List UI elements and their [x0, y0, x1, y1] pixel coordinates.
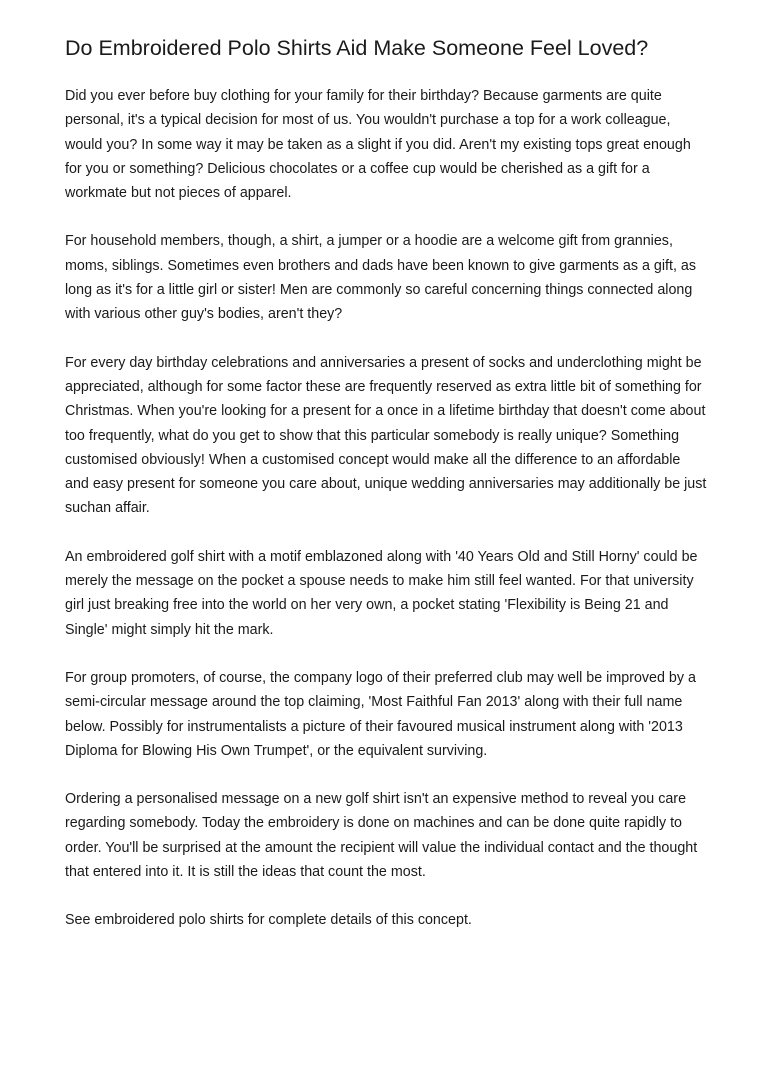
paragraph-7: See embroidered polo shirts for complete details of this concept.: [65, 912, 472, 929]
paragraph-5: For group promoters, of course, the company logo of their preferred club may well be improved by a semi-circular message around the top claiming, 'Most Faithful Fan 2013' along with their full name below. Possibly for instrumentalists a picture of their favoured musical instrument along with '2013 Diploma for Blowing His Own Trumpet', or the equivalent surviving.: [65, 669, 696, 759]
paragraph-6: Ordering a personalised message on a new golf shirt isn't an expensive method to reveal you care regarding somebody. Today the embroidery is done on machines and can be done quite rapidly to order. You'll be surprised at the amount the recipient will value the individual contact and the thought that entered into it. It is still the ideas that count the most.: [65, 791, 698, 881]
paragraph-2: For household members, though, a shirt, a jumper or a hoodie are a welcome gift from grannies, moms, siblings. Sometimes even brothers and dads have been known to give garments as a gift, as long as it's for a little girl or sister! Men are commonly so careful concerning things connected along with various other guy's bodies, aren't they?: [65, 233, 696, 323]
document-title: Do Embroidered Polo Shirts Aid Make Someone Feel Loved?: [65, 36, 649, 60]
paragraph-1: Did you ever before buy clothing for your family for their birthday? Because garments are quite personal, it's a typical decision for most of us. You wouldn't purchase a top for a work colleague, would you? In some way it may be taken as a slight if you did. Aren't my existing tops great enough for you or something? Delicious chocolates or a coffee cup would be cherished as a gift for a workmate but not pieces of apparel.: [65, 88, 691, 202]
paragraph-4: An embroidered golf shirt with a motif emblazoned along with '40 Years Old and Still Horny' could be merely the message on the pocket a spouse needs to make him still feel wanted. For that university girl just breaking free into the world on her very own, a pocket stating 'Flexibility is Being 21 and Single' might simply hit the mark.: [65, 548, 698, 638]
paragraph-3: For every day birthday celebrations and anniversaries a present of socks and underclothing might be appreciated, although for some factor these are frequently reserved as extra little bit of something for Christmas. When you're looking for a present for a once in a lifetime birthday that doesn't come about too frequently, what do you get to show that this particular somebody is really unique? Something customised obviously! When a customised concept would make all the difference to an affordable and easy present for someone you care about, unique wedding anniversaries may additionally be just suchan affair.: [65, 354, 707, 517]
